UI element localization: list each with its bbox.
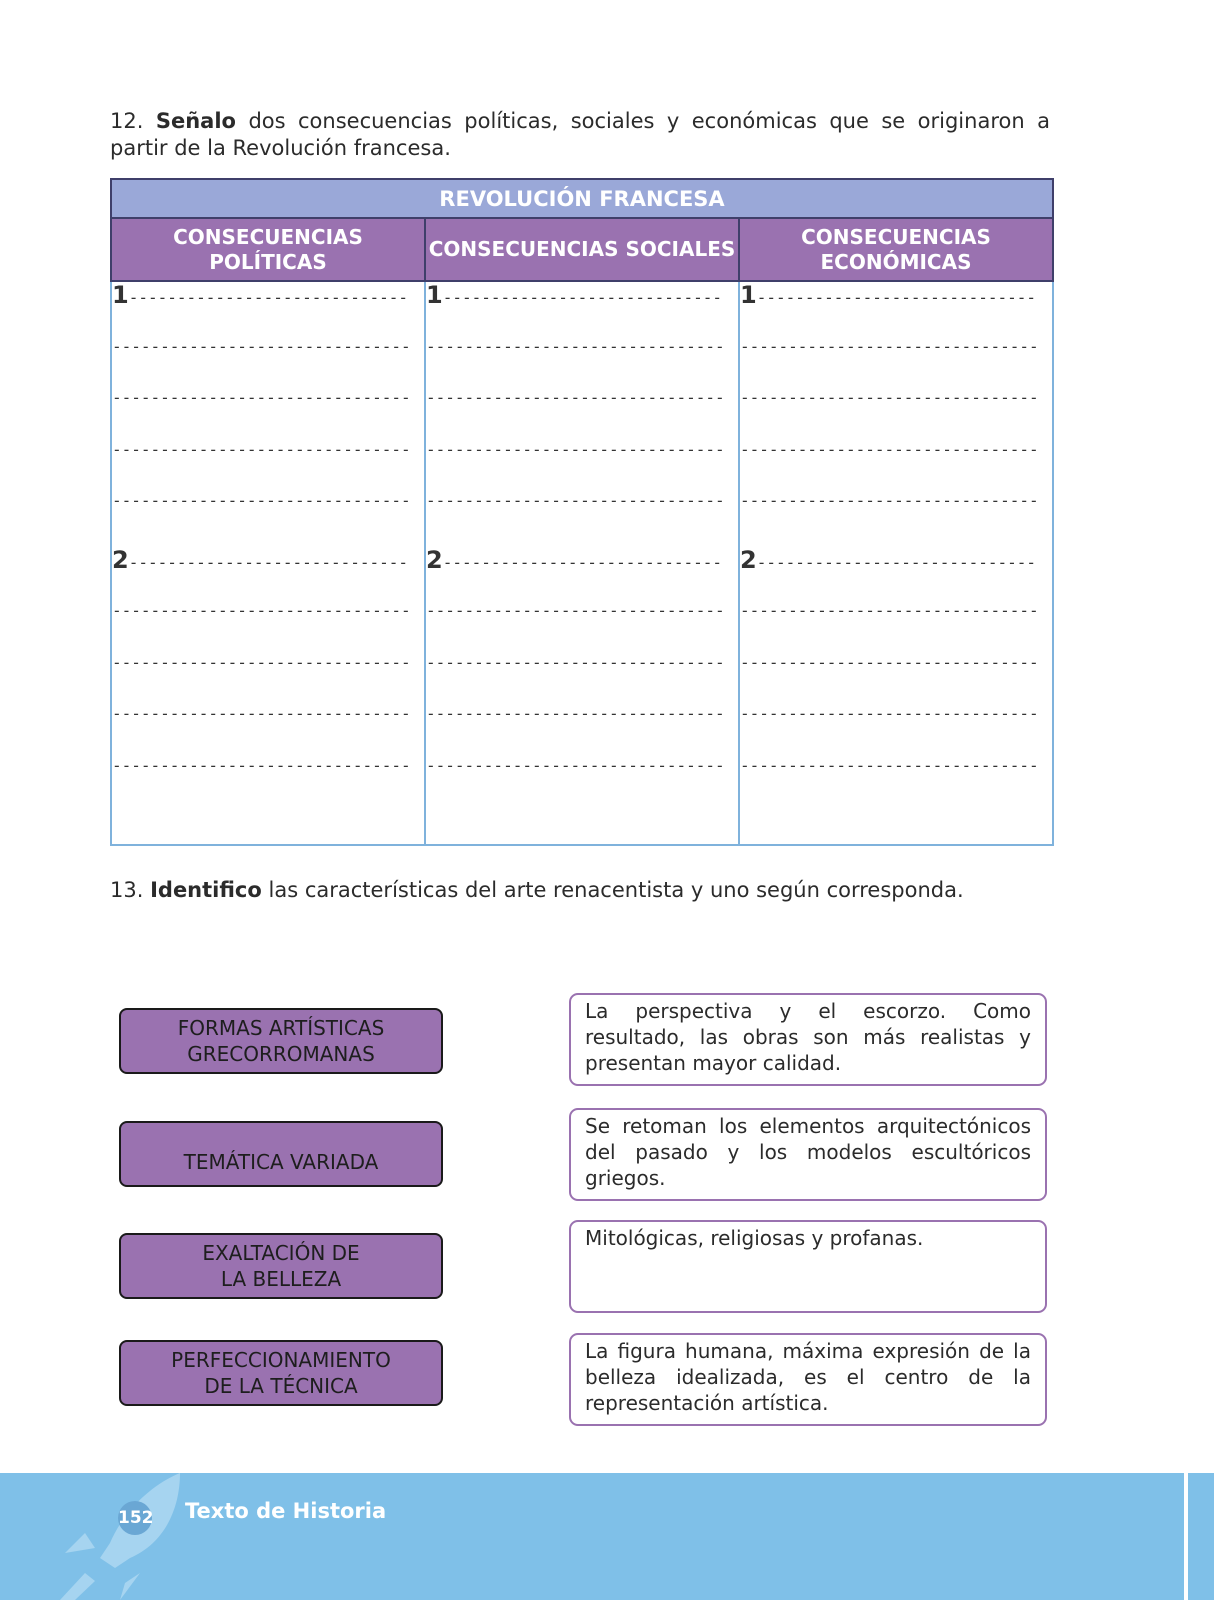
item-number: 1 [112, 282, 129, 309]
answer-line[interactable]: ------------------------------- [112, 755, 411, 775]
rocket-icon [55, 1473, 185, 1600]
answer-line[interactable]: 1----------------------------- [112, 282, 409, 309]
answer-line[interactable]: 2----------------------------- [426, 546, 723, 574]
answer-line[interactable]: ------------------------------- [112, 439, 411, 459]
match-left-label: EXALTACIÓN DE LA BELLEZA [202, 1241, 360, 1291]
answer-line[interactable]: ------------------------------- [740, 652, 1039, 672]
answer-cell-economic[interactable] [739, 281, 1053, 845]
question-number: 12. [110, 109, 144, 133]
answer-line[interactable]: ------------------------------- [740, 601, 1039, 620]
answer-line[interactable]: ------------------------------- [426, 388, 725, 407]
page-footer [0, 1473, 1214, 1600]
answer-line[interactable]: ------------------------------- [426, 601, 725, 620]
item-number: 2 [740, 546, 757, 574]
answer-cell-political[interactable] [111, 281, 425, 845]
match-right-text: Mitológicas, religiosas y profanas. [585, 1226, 924, 1250]
book-title: Texto de Historia [185, 1499, 387, 1523]
match-right-item-4[interactable] [569, 1333, 1047, 1426]
match-right-text: Se retoman los elementos arquitectónicos del pasado y los modelos escultóricos griegos. [585, 1114, 1031, 1190]
footer-edge-stripe [1184, 1473, 1188, 1600]
answer-line[interactable]: ------------------------------- [426, 704, 725, 723]
match-left-item-2[interactable] [119, 1121, 443, 1187]
match-left-item-3[interactable] [119, 1233, 443, 1299]
revolution-table [110, 178, 1054, 846]
question-verb: Identifico [150, 878, 262, 902]
answer-line[interactable]: ------------------------------- [112, 601, 411, 620]
item-number: 2 [112, 546, 129, 574]
column-header-social: CONSECUENCIAS SOCIALES [425, 218, 739, 281]
match-right-item-2[interactable] [569, 1108, 1047, 1201]
answer-line[interactable]: ------------------------------- [426, 652, 725, 672]
match-right-item-1[interactable] [569, 993, 1047, 1086]
column-header-economic: CONSECUENCIAS ECONÓMICAS [739, 218, 1053, 281]
answer-line[interactable]: ------------------------------- [740, 755, 1039, 775]
answer-line[interactable]: ------------------------------- [426, 755, 725, 775]
match-left-item-4[interactable] [119, 1340, 443, 1406]
answer-line[interactable]: 2----------------------------- [740, 546, 1037, 574]
answer-line[interactable]: ------------------------------- [112, 491, 411, 510]
answer-line[interactable]: 1----------------------------- [740, 282, 1037, 309]
question-12 [110, 108, 1050, 162]
match-left-item-1[interactable] [119, 1008, 443, 1074]
match-left-label: PERFECCIONAMIENTO DE LA TÉCNICA [171, 1348, 391, 1398]
answer-line[interactable]: 2----------------------------- [112, 546, 409, 574]
question-verb: Señalo [155, 109, 236, 133]
question-text: dos consecuencias políticas, sociales y económicas que se originaron a partir de la Revolución francesa. [110, 109, 1050, 160]
answer-cell-social[interactable] [425, 281, 739, 845]
match-left-label: FORMAS ARTÍSTICAS GRECORROMANAS [177, 1016, 385, 1066]
item-number: 2 [426, 546, 443, 574]
answer-line[interactable]: ------------------------------- [740, 439, 1039, 459]
match-right-item-3[interactable] [569, 1220, 1047, 1313]
answer-line[interactable]: ------------------------------- [112, 704, 411, 723]
answer-line[interactable]: ------------------------------- [740, 336, 1039, 356]
answer-line[interactable]: 1----------------------------- [426, 282, 723, 309]
column-header-political: CONSECUENCIAS POLÍTICAS [111, 218, 425, 281]
answer-line[interactable]: ------------------------------- [112, 336, 411, 356]
answer-line[interactable]: ------------------------------- [426, 491, 725, 510]
item-number: 1 [426, 282, 443, 309]
page-number: 152 [118, 1501, 152, 1535]
answer-line[interactable]: ------------------------------- [740, 388, 1039, 407]
table-title: REVOLUCIÓN FRANCESA [111, 179, 1053, 218]
answer-line[interactable]: ------------------------------- [740, 704, 1039, 723]
question-text: las características del arte renacentista y uno según corresponda. [268, 878, 964, 902]
question-13 [110, 877, 1050, 904]
match-right-text: La perspectiva y el escorzo. Como resultado, las obras son más realistas y presentan mayor calidad. [585, 999, 1031, 1075]
answer-line[interactable]: ------------------------------- [112, 652, 411, 672]
answer-line[interactable]: ------------------------------- [740, 491, 1039, 510]
item-number: 1 [740, 282, 757, 309]
answer-line[interactable]: ------------------------------- [426, 439, 725, 459]
answer-line[interactable]: ------------------------------- [426, 336, 725, 356]
match-right-text: La figura humana, máxima expresión de la belleza idealizada, es el centro de la representación artística. [585, 1339, 1031, 1415]
answer-line[interactable]: ------------------------------- [112, 388, 411, 407]
question-number: 13. [110, 878, 144, 902]
match-left-label: TEMÁTICA VARIADA [183, 1150, 379, 1174]
